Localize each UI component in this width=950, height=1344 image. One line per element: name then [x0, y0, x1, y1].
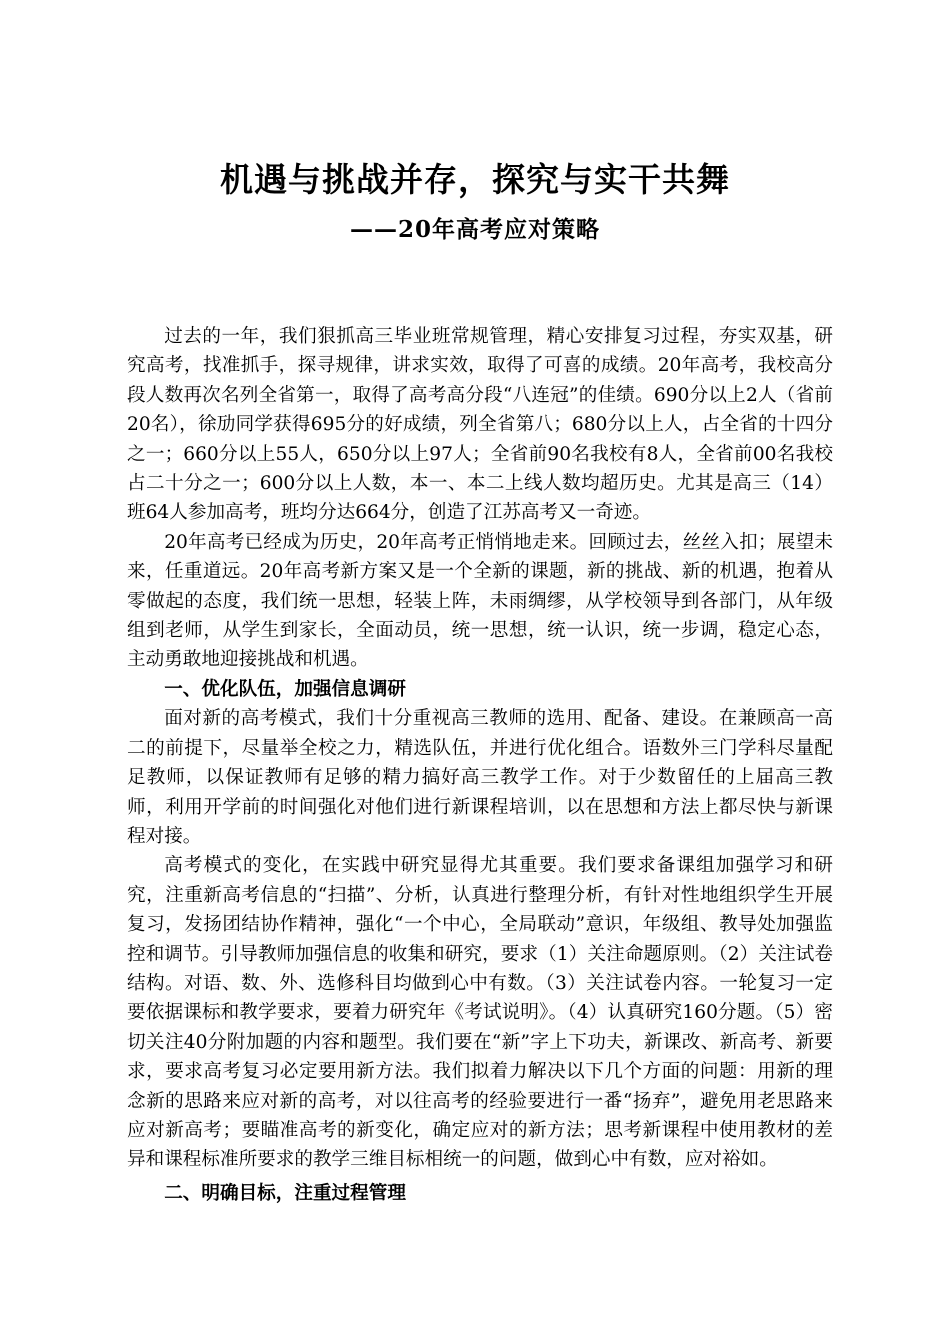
section-1-heading: 一、优化队伍，加强信息调研	[164, 678, 406, 700]
document-subtitle: ——20年高考应对策略	[349, 216, 600, 243]
document-title: 机遇与挑战并存，探究与实干共舞	[220, 160, 730, 200]
section-1-paragraph-1: 面对新的高考模式，我们十分重视高三教师的选用、配备、建设。在兼顾高一高二的前提下，尽量举全校之力，精选队伍，并进行优化组合。语数外三门学科尽量配足教师，以保证教师有足够的精力搞好高三教学工作。对于少数留任的上届高三教师，利用开学前的时间强化对他们进行新课程培训，以在思想和方法上都尽快与新课程对接。	[127, 708, 833, 847]
intro-paragraph-2: 20年高考已经成为历史，20年高考正悄悄地走来。回顾过去，丝丝入扣；展望未来，任重道远。20年高考新方案又是一个全新的课题，新的挑战、新的机遇，抱着从零做起的态度，我们统一思想，轻装上阵，未雨绸缪，从学校领导到各部门，从年级组到老师，从学生到家长，全面动员，统一思想，统一认识，统一步调，稳定心态，主动勇敢地迎接挑战和机遇。	[127, 531, 833, 671]
intro-paragraph-1: 过去的一年，我们狠抓高三毕业班常规管理，精心安排复习过程，夯实双基，研究高考，找准抓手，探寻规律，讲求实效，取得了可喜的成绩。20年高考，我校高分段人数再次名列全省第一，取得了高考高分段“八连冠”的佳绩。690分以上2人（省前20名），徐劢同学获得695分的好成绩，列全省第八；680分以上人，占全省的十四分之一；660分以上55人，650分以上97人；全省前90名我校有8人，全省前00名我校占二十分之一；600分以上人数，本一、本二上线人数均超历史。尤其是高三（14）班64人参加高考，班均分达664分，创造了江苏高考又一奇迹。	[127, 326, 833, 524]
document-body	[127, 322, 833, 1208]
section-2-heading: 二、明确目标，注重过程管理	[164, 1182, 406, 1204]
section-1-paragraph-2: 高考模式的变化，在实践中研究显得尤其重要。我们要求备课组加强学习和研究，注重新高考信息的“扫描”、分析，认真进行整理分析，有针对性地组织学生开展复习，发扬团结协作精神，强化“一个中心，全局联动”意识，年级组、教导处加强监控和调节。引导教师加强信息的收集和研究，要求（1）关注命题原则。（2）关注试卷结构。对语、数、外、选修科目均做到心中有数。（3）关注试卷内容。一轮复习一定要依据课标和教学要求，要着力研究年《考试说明》。（4）认真研究160分题。（5）密切关注40分附加题的内容和题型。我们要在“新”字上下功夫，新课改、新高考、新要求，要求高考复习必定要用新方法。我们拟着力解决以下几个方面的问题：用新的理念新的思路来应对新的高考，对以往高考的经验要进行一番“扬弃”，避免用老思路来应对新高考；要瞄准高考的新变化，确定应对的新方法；思考新课程中使用教材的差异和课程标准所要求的教学三维目标相统一的问题，做到心中有数，应对裕如。	[127, 855, 833, 1171]
